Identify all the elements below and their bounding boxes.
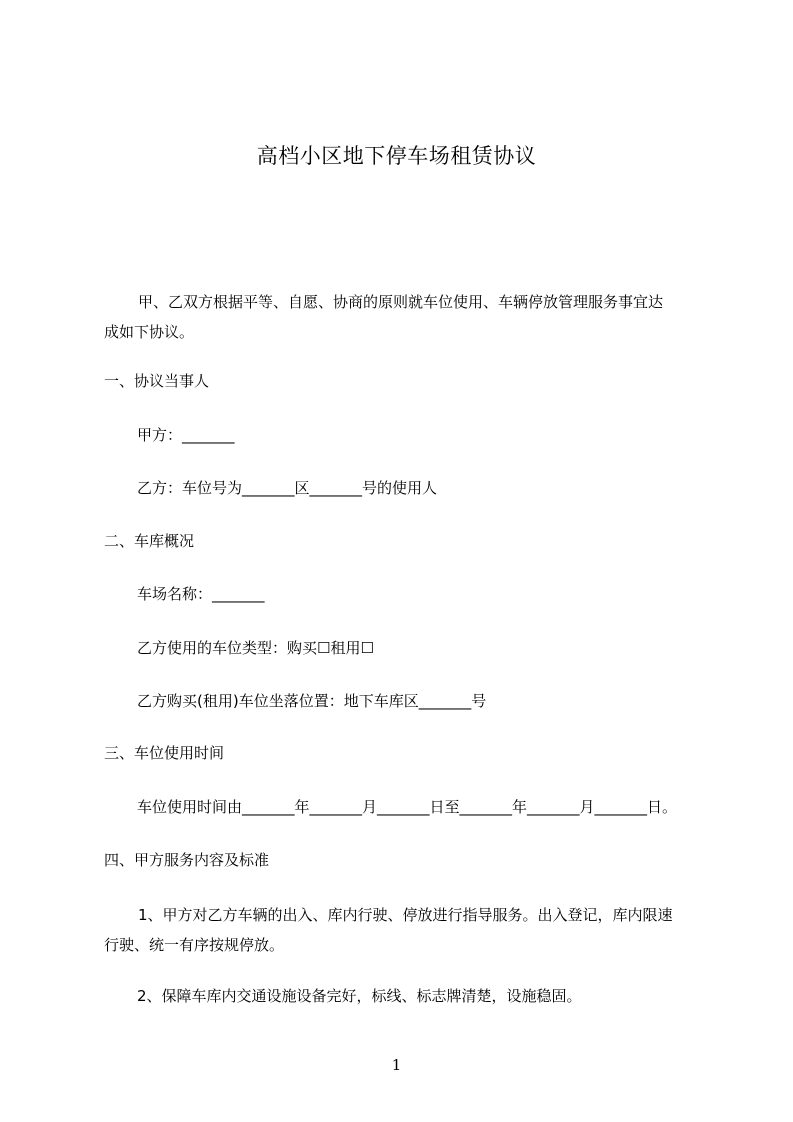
service-item-2: 2、保障车库内交通设施设备完好，标线、标志牌清楚，设施稳固。 — [137, 987, 582, 1005]
space-location-line: 乙方购买(租用)车位坐落位置：地下车库区_______号 — [137, 692, 487, 710]
usage-period-line: 车位使用时间由_______年_______月_______日至_______年_______月_______日。 — [137, 798, 678, 816]
parking-name-line: 车场名称：_______ — [137, 585, 265, 603]
service-item-1 — [104, 900, 704, 960]
space-type-line: 乙方使用的车位类型：购买☐租用☐ — [137, 639, 374, 657]
party-a-line: 甲方：_______ — [137, 426, 235, 444]
section-heading-services: 四、甲方服务内容及标准 — [104, 851, 270, 869]
section-heading-garage: 二、车库概况 — [104, 532, 195, 550]
intro-line-1: 甲、乙双方根据平等、自愿、协商的原则就车位使用、车辆停放管理服务事宜达 — [138, 293, 664, 311]
intro-line-2: 成如下协议。 — [104, 323, 195, 341]
section-heading-parties: 一、协议当事人 — [104, 372, 210, 390]
service-item-1-line-1: 1、甲方对乙方车辆的出入、库内行驶、停放进行指导服务。出入登记，库内限速 — [138, 906, 673, 924]
party-b-line: 乙方：车位号为_______区_______号的使用人 — [137, 479, 438, 497]
page-number: 1 — [391, 1056, 402, 1074]
intro-paragraph — [104, 287, 704, 347]
service-item-1-line-2: 行驶、统一有序按规停放。 — [104, 936, 285, 954]
document-title: 高档小区地下停车场租赁协议 — [256, 144, 537, 168]
section-heading-usage-time: 三、车位使用时间 — [104, 744, 225, 762]
